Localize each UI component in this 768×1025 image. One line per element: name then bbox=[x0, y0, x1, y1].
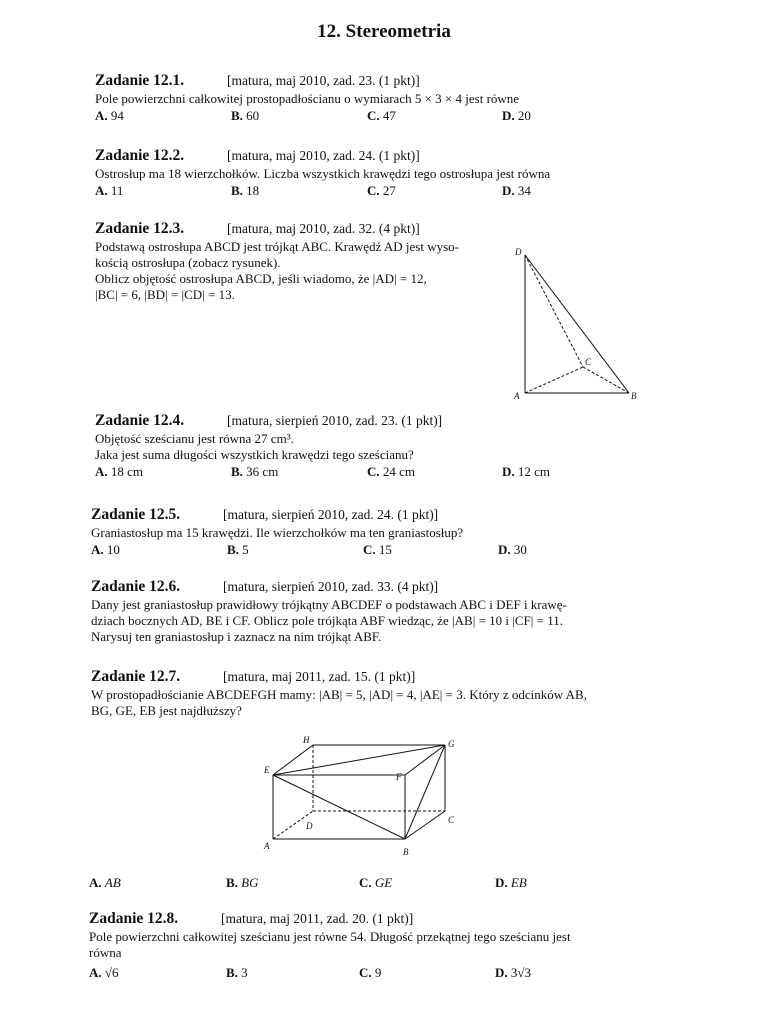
task-text: Pole powierzchni całkowitej prostopadłościanu o wymiarach 5 × 3 × 4 jest równe bbox=[95, 91, 520, 106]
vertex-label-b: B bbox=[631, 391, 637, 401]
task-source: [matura, maj 2010, zad. 24. (1 pkt)] bbox=[227, 148, 420, 163]
answer-c: C. 24 cm bbox=[367, 464, 416, 479]
answer-row bbox=[91, 542, 651, 558]
answer-c: C. 15 bbox=[363, 542, 392, 557]
vertex-label-a: A bbox=[264, 841, 270, 851]
edge-dc bbox=[525, 255, 583, 367]
answer-a: A. 10 bbox=[91, 542, 120, 557]
vertex-label-c: C bbox=[448, 815, 455, 825]
answer-b: B. 60 bbox=[231, 108, 260, 123]
pyramid-figure bbox=[505, 243, 645, 403]
answer-a: A. AB bbox=[89, 875, 121, 890]
answer-b: B. 5 bbox=[227, 542, 249, 557]
task-12-2 bbox=[95, 148, 655, 199]
vertex-label-f: F bbox=[396, 772, 402, 782]
task-12-5 bbox=[91, 507, 651, 558]
answer-b: B. 36 cm bbox=[231, 464, 279, 479]
answer-b: B. BG bbox=[226, 875, 259, 890]
task-source: [matura, maj 2011, zad. 15. (1 pkt)] bbox=[223, 669, 416, 684]
answer-d: D. 30 bbox=[498, 542, 527, 557]
answer-b: B. 3 bbox=[226, 965, 248, 980]
task-source: [matura, sierpień 2010, zad. 24. (1 pkt)] bbox=[223, 507, 439, 522]
vertex-label-b: B bbox=[403, 847, 409, 857]
task-source: [matura, sierpień 2010, zad. 33. (4 pkt)] bbox=[223, 579, 439, 594]
answer-a: A. 94 bbox=[95, 108, 124, 123]
answer-a: A. √6 bbox=[89, 965, 119, 980]
answer-d: D. EB bbox=[495, 875, 527, 890]
task-12-4 bbox=[95, 413, 655, 480]
task-title: Zadanie 12.2. bbox=[95, 147, 185, 164]
task-text: Graniastosłup ma 15 krawędzi. Ile wierzchołków ma ten graniastosłup? bbox=[91, 525, 464, 540]
answer-d: D. 34 bbox=[502, 183, 531, 198]
answer-row bbox=[95, 108, 655, 124]
task-title: Zadanie 12.8. bbox=[89, 910, 179, 927]
answer-c: C. 27 bbox=[367, 183, 396, 198]
segment-eb bbox=[273, 775, 405, 839]
vertex-label-c: C bbox=[585, 357, 592, 367]
edge-cb bbox=[583, 367, 629, 393]
task-text: Podstawą ostrosłupa ABCD jest trójkąt ABC. Krawędź AD jest wyso- kością ostrosłupa (zobacz rysunek). Oblicz objętość ostrosłupa ABCD, jeśli wiadomo, że |AD| = 12, |BC| = 6, |BD| = |CD| = 13. bbox=[95, 239, 459, 302]
task-source: [matura, maj 2010, zad. 23. (1 pkt)] bbox=[227, 73, 420, 88]
task-text: Pole powierzchni całkowitej sześcianu jest równe 54. Długość przekątnej tego sześcianu jest równa bbox=[89, 929, 571, 960]
task-12-3 bbox=[95, 221, 505, 303]
task-text: W prostopadłościanie ABCDEFGH mamy: |AB| = 5, |AD| = 4, |AE| = 3. Który z odcinków AB, BG, GE, EB jest najdłuższy? bbox=[91, 687, 587, 718]
task-12-6 bbox=[91, 579, 651, 645]
task-text: Ostrosłup ma 18 wierzchołków. Liczba wszystkich krawędzi tego ostrosłupa jest równa bbox=[95, 166, 551, 181]
page-title: 12. Stereometria bbox=[317, 21, 451, 42]
task-source: [matura, sierpień 2010, zad. 23. (1 pkt)] bbox=[227, 413, 443, 428]
task-title: Zadanie 12.3. bbox=[95, 220, 185, 237]
answer-c: C. GE bbox=[359, 875, 393, 890]
vertex-label-a: A bbox=[514, 391, 520, 401]
edge-ac bbox=[525, 367, 583, 393]
vertex-label-d: D bbox=[515, 247, 522, 257]
task-title: Zadanie 12.1. bbox=[95, 72, 185, 89]
answer-b: B. 18 bbox=[231, 183, 260, 198]
answer-c: C. 47 bbox=[367, 108, 396, 123]
answer-d: D. 12 cm bbox=[502, 464, 551, 479]
answer-row bbox=[89, 875, 649, 891]
task-title: Zadanie 12.5. bbox=[91, 506, 181, 523]
task-title: Zadanie 12.6. bbox=[91, 578, 181, 595]
task-text: Objętość sześcianu jest równa 27 cm³. Jaka jest suma długości wszystkich krawędzi tego sześcianu? bbox=[95, 431, 414, 462]
task-source: [matura, maj 2010, zad. 32. (4 pkt)] bbox=[227, 221, 420, 236]
edge-eh bbox=[273, 745, 313, 775]
task-12-8 bbox=[89, 911, 649, 981]
vertex-label-h: H bbox=[303, 735, 310, 745]
task-text: Dany jest graniastosłup prawidłowy trójkątny ABCDEF o podstawach ABC i DEF i krawę- dziach bocznych AD, BE i CF. Oblicz pole trójkąta ABF wiedząc, że |AB| = 10 i |CF| = 11. Narysuj ten graniastosłup i zaznacz na nim trójkąt ABF. bbox=[91, 597, 567, 644]
vertex-label-d: D bbox=[306, 821, 313, 831]
segment-ge bbox=[273, 745, 445, 775]
answer-d: D. 20 bbox=[502, 108, 531, 123]
answer-a: A. 18 cm bbox=[95, 464, 144, 479]
task-title: Zadanie 12.4. bbox=[95, 412, 185, 429]
vertex-label-g: G bbox=[448, 739, 455, 749]
task-12-7 bbox=[91, 669, 651, 719]
cuboid-figure bbox=[258, 733, 468, 863]
answer-d: D. 3√3 bbox=[495, 965, 532, 980]
task-source: [matura, maj 2011, zad. 20. (1 pkt)] bbox=[221, 911, 414, 926]
task-12-1 bbox=[95, 73, 655, 124]
edge-db bbox=[525, 255, 629, 393]
answer-row bbox=[95, 183, 655, 199]
vertex-label-e: E bbox=[264, 765, 270, 775]
answer-c: C. 9 bbox=[359, 965, 382, 980]
task-title: Zadanie 12.7. bbox=[91, 668, 181, 685]
answer-row bbox=[95, 464, 655, 480]
answer-a: A. 11 bbox=[95, 183, 124, 198]
answer-row bbox=[89, 965, 649, 981]
